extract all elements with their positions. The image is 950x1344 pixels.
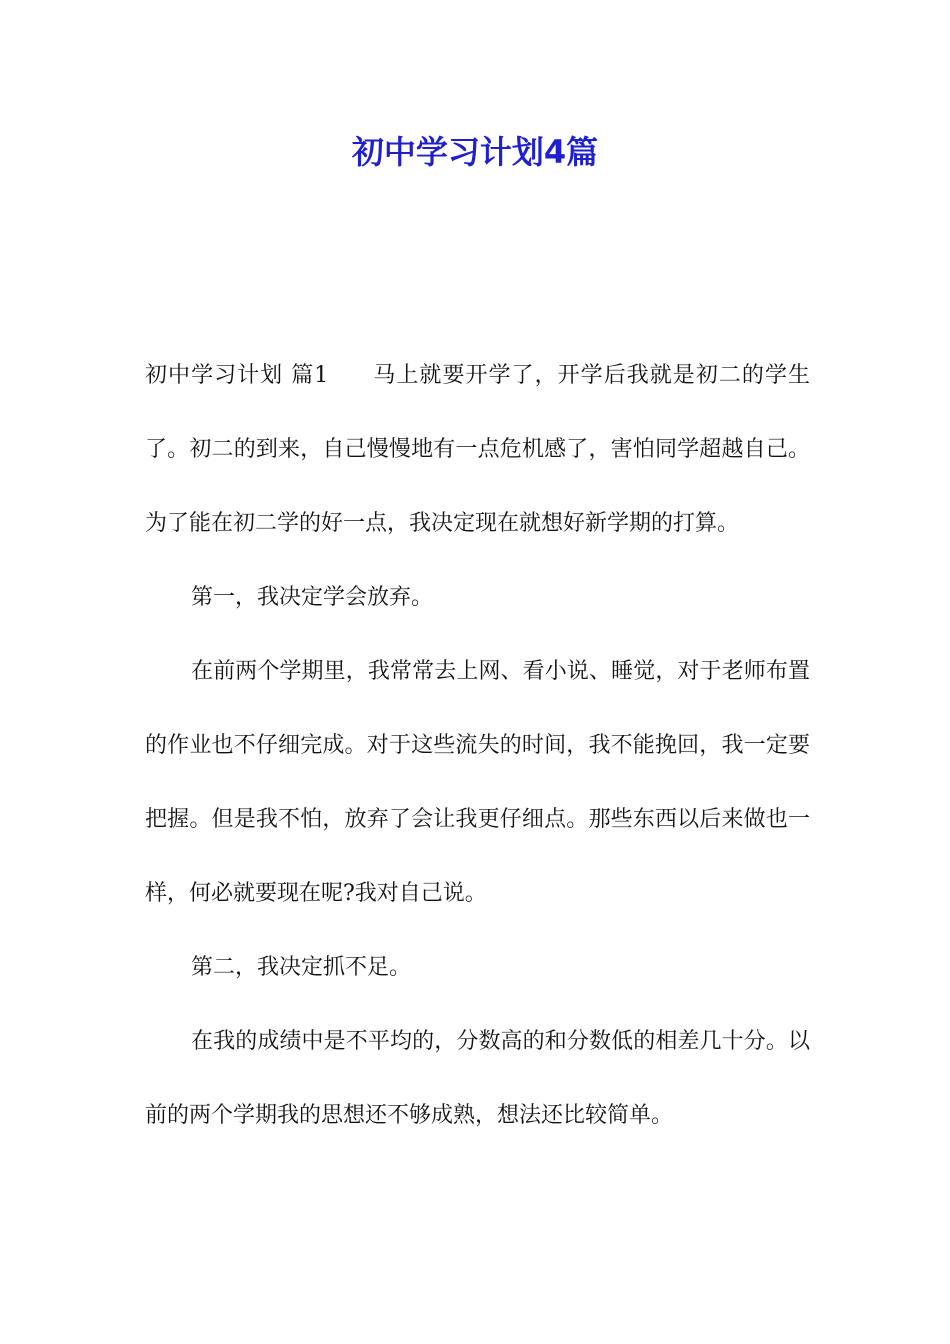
paragraph-point-two-detail: 在我的成绩中是不平均的，分数高的和分数低的相差几十分。以前的两个学期我的思想还不够成熟，想法还比较简单。: [145, 1029, 810, 1128]
paragraph-intro: [145, 339, 810, 561]
section-heading: 初中学习计划 篇1: [145, 363, 329, 388]
paragraph-point-two: 第二，我决定抓不足。: [191, 955, 412, 980]
document-title: 初中学习计划4篇: [351, 133, 599, 171]
document-body: [145, 339, 810, 1153]
paragraph-text: 马上就要开学了，开学后我就是初二的学生了。初二的到来，自己慢慢地有一点危机感了，害怕同学超越自己。为了能在初二学的好一点，我决定现在就想好新学期的打算。: [145, 363, 810, 536]
paragraph-point-one-detail: 在前两个学期里，我常常去上网、看小说、睡觉，对于老师布置的作业也不仔细完成。对于这些流失的时间，我不能挽回，我一定要把握。但是我不怕，放弃了会让我更仔细点。那些东西以后来做也一样，何必就要现在呢?我对自己说。: [145, 659, 810, 906]
paragraph-point-one: 第一，我决定学会放弃。: [191, 585, 434, 610]
